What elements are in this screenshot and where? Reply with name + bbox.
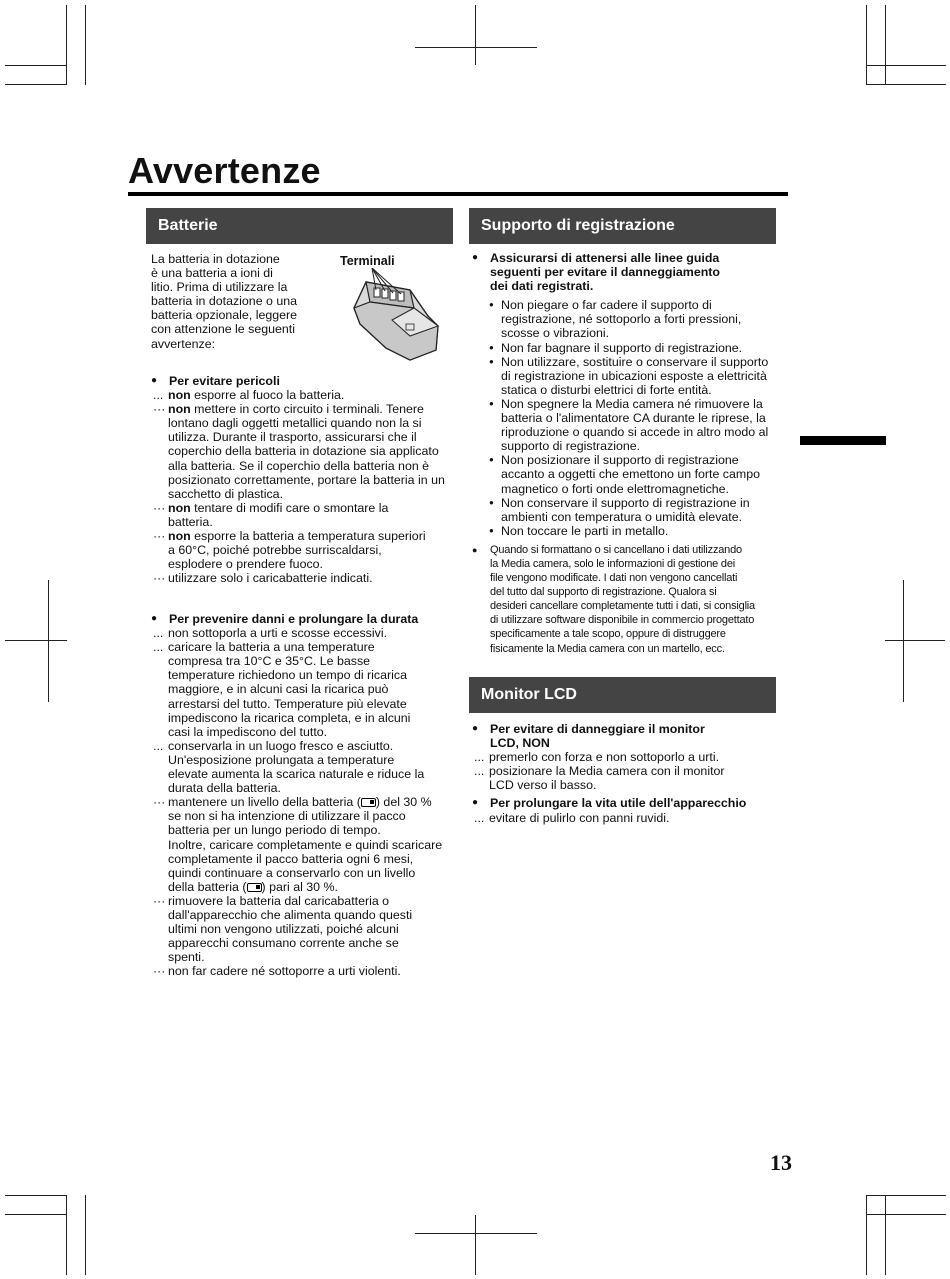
item-text: mettere in corto circuito i terminali. Tenere [190, 402, 424, 417]
section-header-supporto: Supporto di registrazione [469, 208, 776, 244]
ellipsis: ··· [153, 529, 166, 544]
item-text: lontano dagli oggetti metallici quando non la si [168, 416, 422, 431]
page-title: Avvertenze [128, 150, 321, 191]
supporto-title [472, 251, 782, 293]
pericoli-item [151, 501, 461, 529]
item-text: posizionare la Media camera con il monitor [489, 764, 725, 779]
item-text: ) del 30 % [375, 795, 432, 810]
item-text: ) pari al 30 %. [261, 879, 338, 894]
item-text: ultimi non vengono utilizzati, poiché alcuni [168, 922, 399, 937]
pericoli-item [151, 402, 461, 501]
intro-line: con attenzione le seguenti [151, 322, 295, 337]
pericoli-item [151, 529, 461, 571]
monitor-title-2: ● Per prolungare la vita utile dell'apparecchio [472, 796, 782, 810]
ellipsis: ... [474, 764, 485, 779]
item-text: rimuovere la batteria dal caricabatteria o [168, 893, 390, 908]
durata-item [151, 640, 463, 739]
item-text: statica o disturbi elettrici di forte entità. [501, 382, 712, 397]
note-line: desideri cancellare completamente tutti i dati, si consiglia [490, 600, 755, 613]
note-line: file vengono modificate. I dati non vengono cancellati [490, 572, 738, 585]
ellipsis: ... [153, 640, 164, 655]
durata-item [151, 894, 463, 964]
bold-word: non [168, 529, 191, 544]
supporto-item [489, 341, 782, 355]
item-text: magnetico o forti onde elettromagnetiche. [501, 481, 729, 496]
item-text: temperature richiedono un tempo di ricarica [168, 668, 407, 683]
battery-level-icon [361, 798, 376, 807]
item-text: elevate aumenta la scarica naturale e riduce la [168, 767, 425, 782]
item-text: casi la impediscono del tutto. [168, 724, 328, 739]
durata-item [151, 739, 463, 795]
item-text: posizionato correttamente, portare la batteria in un [168, 472, 445, 487]
item-text: ● Non conservare il supporto di registrazione in [501, 495, 750, 510]
durata-title: ● Per prevenire danni e prolungare la durata [151, 612, 463, 626]
item-text: durata della batteria. [168, 781, 281, 796]
item-text: a 60°C, poiché potrebbe surriscaldarsi, [168, 543, 382, 558]
item-text: non sottoporla a urti e scosse eccessivi. [168, 626, 388, 641]
item-text: se non si ha intenzione di utilizzare il pacco [168, 809, 406, 824]
item-text: alla batteria. Se il coperchio della batteria non è [168, 458, 430, 473]
ellipsis: ... [153, 388, 164, 403]
battery-level-icon [247, 883, 262, 892]
supporto-item [489, 496, 782, 524]
item-text: accanto a oggetti che emettono un forte campo [501, 467, 760, 482]
item-text: scosse o vibrazioni. [501, 326, 610, 341]
bold-word: non [168, 402, 191, 417]
batterie-intro [151, 252, 311, 351]
item-text: ambienti con temperatura o umidità elevate. [501, 509, 743, 524]
battery-illustration [348, 268, 443, 366]
ellipsis: ··· [153, 964, 166, 979]
item-text: spenti. [168, 950, 205, 965]
item-text: completamente il pacco batteria ogni 6 mesi, [168, 851, 414, 866]
ellipsis: ... [153, 738, 164, 753]
item-text: Un'esposizione prolungata a temperature [168, 752, 395, 767]
item-text: mantenere un livello della batteria ( [168, 795, 361, 810]
title-line: dei dati registrati. [490, 279, 594, 294]
monitor-item [472, 750, 782, 764]
supporto-item [489, 524, 782, 538]
supporto-item [489, 397, 782, 453]
intro-line: batteria in dotazione o una [151, 294, 298, 309]
ellipsis: ··· [153, 571, 166, 586]
item-text: apparecchi consumano corrente anche se [168, 936, 399, 951]
item-text: supporto di registrazione. [501, 439, 641, 454]
pericoli-title: ● Per evitare pericoli [151, 374, 461, 388]
monitor-item [472, 764, 782, 792]
monitor-item [472, 811, 782, 825]
item-text: esporre la batteria a temperatura superiori [190, 529, 426, 544]
note-line: di utilizzare software disponibile in commercio progettato [490, 614, 755, 627]
item-text: evitare di pulirlo con panni ruvidi. [489, 810, 670, 825]
ellipsis: ... [153, 626, 164, 641]
durata-item [151, 964, 463, 978]
monitor-content [472, 722, 782, 825]
ellipsis: ... [474, 750, 485, 765]
note-line: la Media camera, solo le informazioni di gestione dei [490, 557, 735, 570]
item-text: sacchetto di plastica. [168, 486, 284, 501]
ellipsis: ... [474, 810, 485, 825]
item-text [168, 795, 463, 809]
ellipsis: ··· [153, 402, 166, 417]
supporto-item [489, 298, 782, 340]
item-text: registrazione, né sottoporlo a forti pressioni, [501, 312, 742, 327]
bold-word: non [168, 500, 191, 515]
title-line: LCD, NON [490, 736, 550, 751]
note-line: ● Quando si formattano o si cancellano i dati utilizzando [490, 543, 742, 556]
supporto-item [489, 355, 782, 397]
monitor-title-1 [472, 722, 782, 750]
intro-line: è una batteria a ioni di [151, 266, 273, 281]
item-text: dall'apparecchio che alimenta quando questi [168, 907, 413, 922]
title-rule [128, 192, 788, 196]
page-number: 13 [770, 1150, 792, 1175]
title-line: ● Per evitare di danneggiare il monitor [490, 722, 705, 736]
note-line: fisicamente la Media camera con un martello, ecc. [490, 642, 725, 655]
item-text: esplodere o prendere fuoco. [168, 557, 323, 572]
item-text: ● Non toccare le parti in metallo. [501, 523, 669, 538]
note-line: del tutto dal supporto di registrazione. Qualora si [490, 586, 717, 599]
pericoli-item [151, 388, 461, 402]
item-text: batteria per un lungo periodo di tempo. [168, 823, 381, 838]
intro-line: batteria opzionale, leggere [151, 308, 298, 323]
terminals-label: Terminali [340, 254, 395, 268]
batterie-pericoli [151, 374, 461, 585]
item-text: LCD verso il basso. [489, 778, 597, 793]
item-text [168, 880, 463, 894]
item-text: esporre al fuoco la batteria. [190, 388, 345, 403]
item-text: quindi continuare a conservarlo con un livello [168, 865, 416, 880]
section-header-monitor: Monitor LCD [469, 677, 776, 713]
supporto-note [472, 543, 782, 656]
item-text: batteria. [168, 514, 213, 529]
batterie-durata [151, 612, 463, 978]
item-text: di registrazione in ubicazioni esposte a elettricità [501, 368, 767, 383]
item-text: batteria o l'alimentatore CA durante le riprese, la [501, 411, 766, 426]
durata-item-mantenere [151, 795, 463, 894]
supporto-item [489, 453, 782, 495]
item-text: ● Non utilizzare, sostituire o conservare il supporto [501, 354, 769, 369]
item-text: coperchio della batteria in dotazione sia applicato [168, 444, 439, 459]
item-text: utilizza. Durante il trasporto, assicurarsi che il [168, 430, 417, 445]
item-text: della batteria ( [168, 879, 247, 894]
pericoli-item [151, 571, 461, 585]
item-text: non far cadere né sottoporre a urti violenti. [168, 964, 401, 979]
item-text: ● Non piegare o far cadere il supporto di [501, 298, 712, 313]
bold-word: non [168, 388, 191, 403]
intro-line: litio. Prima di utilizzare la [151, 280, 288, 295]
item-text: Inoltre, caricare completamente e quindi scaricare [168, 837, 443, 852]
item-text: compresa tra 10°C e 35°C. Le basse [168, 654, 371, 669]
item-text: impediscono la ricarica completa, e in alcuni [168, 710, 411, 725]
item-text: caricare la batteria a una temperature [168, 640, 375, 655]
item-text: arrestarsi del tutto. Temperature più elevate [168, 696, 407, 711]
ellipsis: ··· [153, 795, 166, 810]
item-text: utilizzare solo i caricabatterie indicati. [168, 571, 373, 586]
item-text: ● Non spegnere la Media camera né rimuovere la [501, 396, 763, 411]
ellipsis: ··· [153, 500, 166, 515]
ellipsis: ··· [153, 893, 166, 908]
item-text: ● Non far bagnare il supporto di registrazione. [501, 340, 743, 355]
durata-item [151, 626, 463, 640]
intro-line: La batteria in dotazione [151, 252, 280, 266]
intro-line: avvertenze: [151, 336, 216, 351]
supporto-content [472, 251, 782, 656]
note-line: specificamente a tale scopo, oppure di distruggere [490, 628, 726, 641]
item-text: maggiore, e in alcuni casi la ricarica può [168, 682, 389, 697]
item-text: tentare di modifi care o smontare la [190, 500, 389, 515]
item-text: riproduzione o quando si accede in altro modo al [501, 425, 769, 440]
supporto-list [472, 298, 782, 538]
title-line: seguenti per evitare il danneggiamento [490, 265, 720, 280]
section-tab-marker [800, 436, 886, 445]
item-text: premerlo con forza e non sottoporlo a urti. [489, 750, 720, 765]
item-text: conservarla in un luogo fresco e asciutto. [168, 738, 394, 753]
section-header-batterie: Batterie [146, 208, 453, 244]
title-line: ● Assicurarsi di attenersi alle linee guida [490, 251, 720, 265]
item-text: ● Non posizionare il supporto di registrazione [501, 453, 739, 468]
